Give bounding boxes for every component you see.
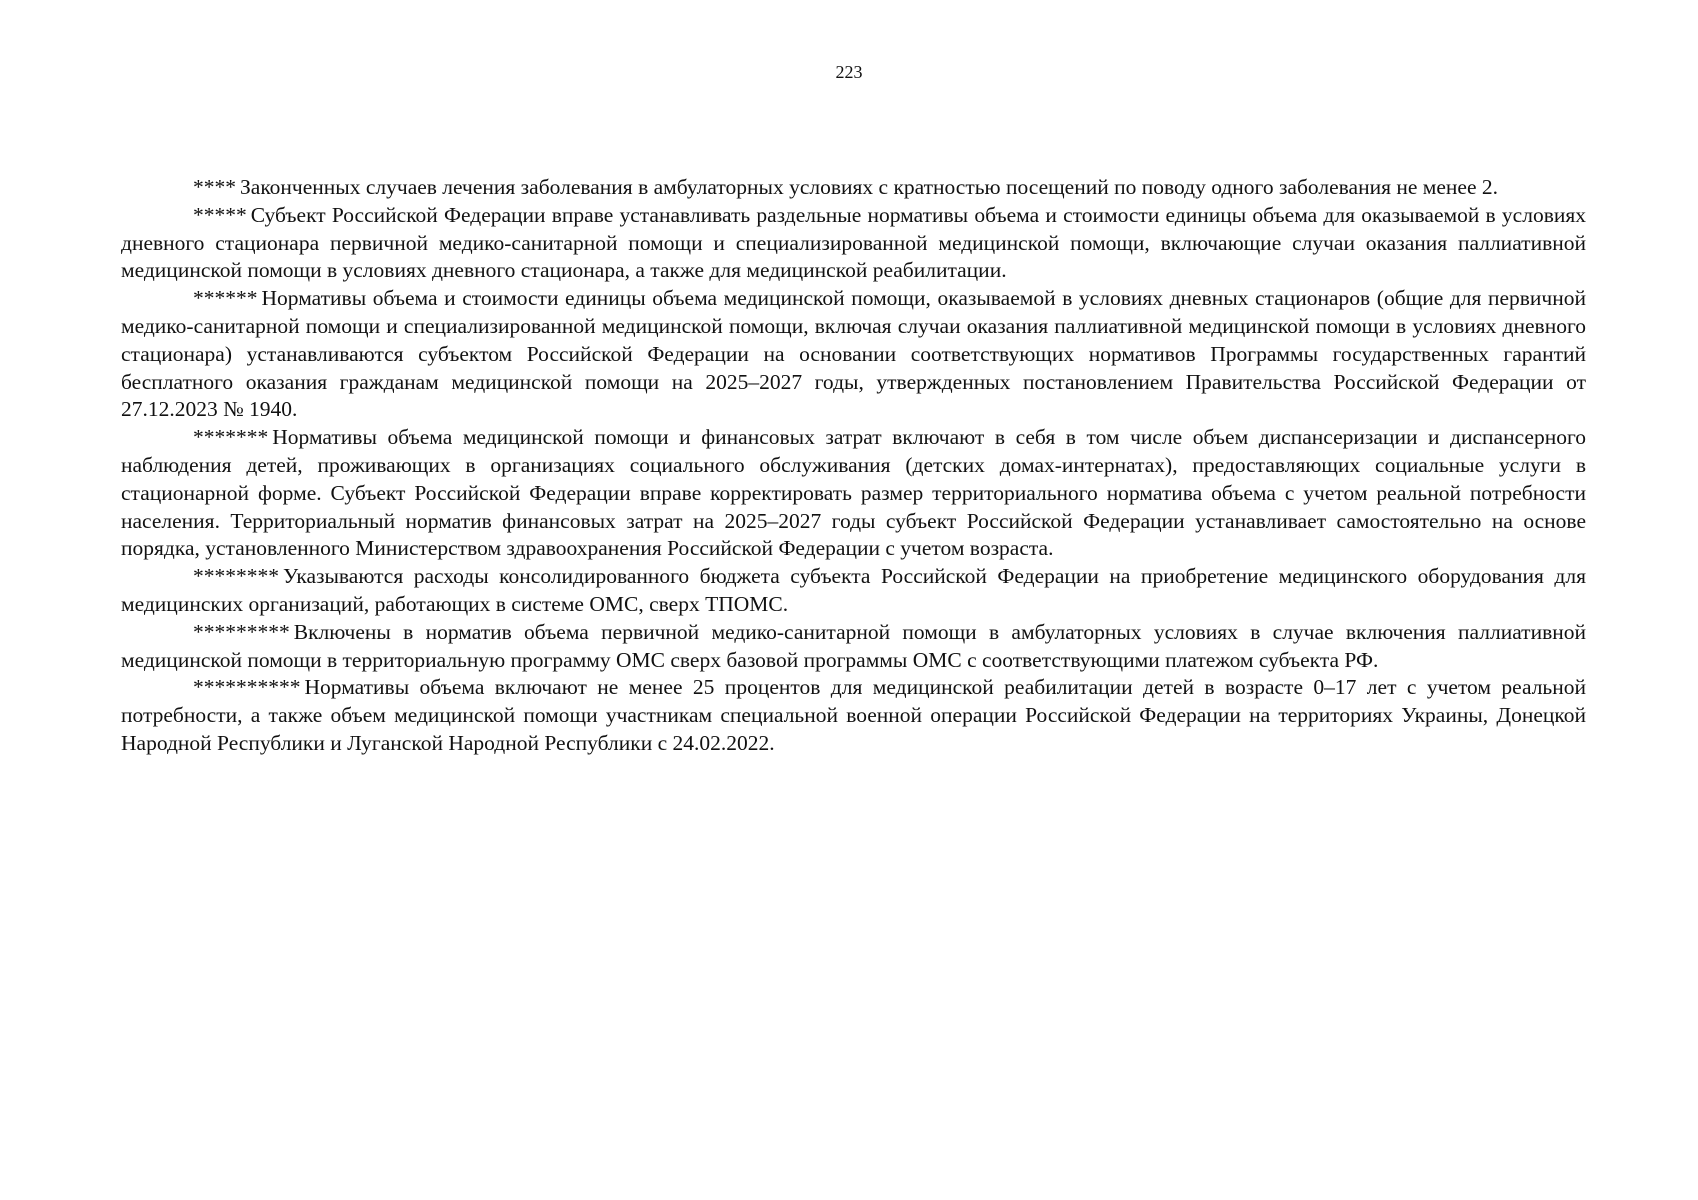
footnote-text: Субъект Российской Федерации вправе устанавливать раздельные нормативы объема и стоимости единицы объема для оказываемой в условиях дневного стационара первичной медико-санитарной помощи и специализированной медицинской помощи, включающие случаи оказания паллиативной медицинской помощи в условиях дневного стационара, а также для медицинской реабилитации. [121, 202, 1586, 283]
footnote-7 [121, 424, 1586, 563]
footnote-marker: ********** [193, 675, 301, 700]
footnote-marker: ****** [193, 286, 258, 311]
footnote-marker: ***** [193, 202, 247, 227]
footnote-9 [121, 619, 1586, 675]
page-number: 223 [835, 62, 863, 82]
footnotes-section [121, 174, 1586, 758]
footnote-5 [121, 202, 1586, 285]
footnote-text: Законченных случаев лечения заболевания в амбулаторных условиях с кратностью посещений по поводу одного заболевания не менее 2. [240, 175, 1499, 199]
footnote-marker: **** [193, 175, 236, 199]
footnote-text: Нормативы объема включают не менее 25 процентов для медицинской реабилитации детей в возрасте 0–17 лет с учетом реальной потребности, а также объем медицинской помощи участникам специальной военной операции Российской Федерации на территориях Украины, Донецкой Народной Республики и Луганской Народной Республики с 24.02.2022. [121, 675, 1586, 755]
footnote-text: Включены в норматив объема первичной медико-санитарной помощи в амбулаторных условиях в случае включения паллиативной медицинской помощи в территориальную программу ОМС сверх базовой программы ОМС с соответствующими платежом субъекта РФ. [121, 619, 1586, 672]
footnote-marker: ******* [193, 425, 269, 450]
footnote-8 [121, 563, 1586, 619]
footnote-6 [121, 285, 1586, 424]
footnote-10 [121, 674, 1586, 757]
footnote-text: Указываются расходы консолидированного бюджета субъекта Российской Федерации на приобретение медицинского оборудования для медицинских организаций, работающих в системе ОМС, сверх ТПОМС. [121, 564, 1586, 616]
footnote-marker: ******** [193, 564, 279, 589]
footnote-text: Нормативы объема медицинской помощи и финансовых затрат включают в себя в том числе объем диспансеризации и диспансерного наблюдения детей, проживающих в организациях социального обслуживания (детских домах-интернатах), предоставляющих социальные услуги в стационарной форме. Субъект Российской Федерации вправе корректировать размер территориального норматива объема с учетом реальной потребности населения. Территориальный норматив финансовых затрат на 2025–2027 годы субъект Российской Федерации устанавливает самостоятельно на основе порядка, установленного Министерством здравоохранения Российской Федерации с учетом возраста. [121, 425, 1586, 561]
footnote-4 [121, 174, 1586, 202]
footnote-marker: ********* [193, 619, 290, 644]
footnote-text: Нормативы объема и стоимости единицы объема медицинской помощи, оказываемой в условиях дневных стационаров (общие для первичной медико-санитарной помощи и специализированной медицинской помощи, включая случаи оказания паллиативной медицинской помощи в условиях дневного стационара) устанавливаются субъектом Российской Федерации на основании соответствующих нормативов Программы государственных гарантий бесплатного оказания гражданам медицинской помощи на 2025–2027 годы, утвержденных постановлением Правительства Российской Федерации от 27.12.2023 № 1940. [121, 286, 1586, 422]
